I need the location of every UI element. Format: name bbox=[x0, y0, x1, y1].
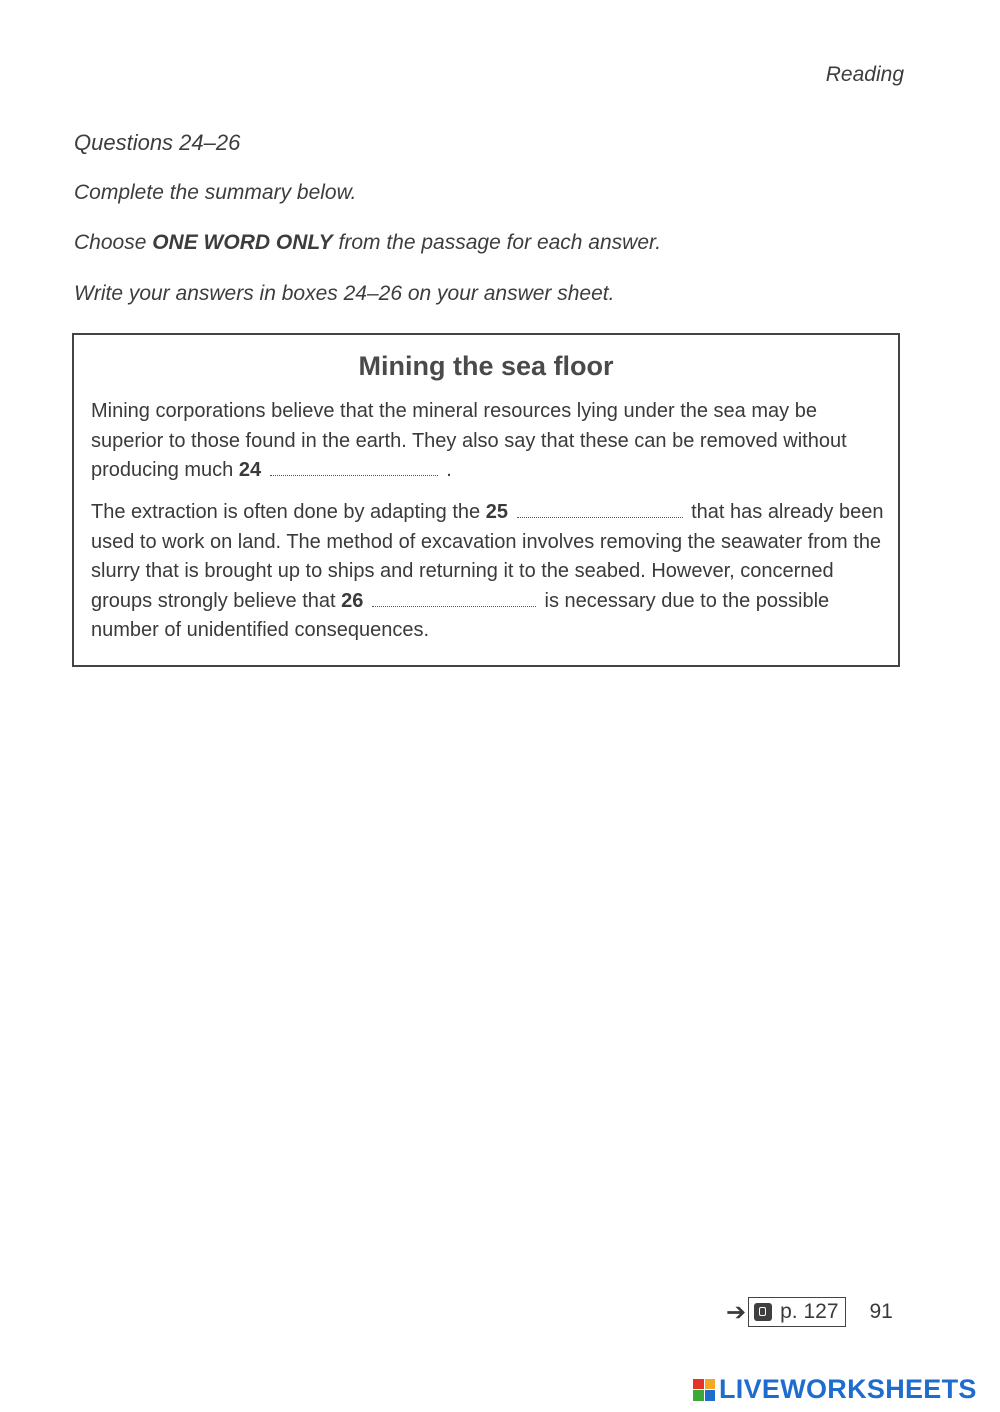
answer-key-reference[interactable] bbox=[748, 1297, 845, 1327]
paragraph-2-text-3: is necessary due to the possible number of unidentified consequences. bbox=[91, 589, 830, 641]
paragraph-1-text: Mining corporations believe that the mineral resources lying under the sea may be superior to those found in the earth. They also say that these can be removed without producing much bbox=[91, 400, 847, 481]
summary-box bbox=[72, 333, 900, 667]
instruction-choose-post: from the passage for each answer. bbox=[332, 231, 662, 254]
summary-paragraph-2 bbox=[91, 498, 891, 646]
paragraph-2-text-2: that has already been used to work on land. The method of excavation involves removing the seawater from the slurry that is brought up to ships and returning it to the seabed. However, concerned groups strongly believe that bbox=[91, 501, 884, 612]
page-number: 91 bbox=[869, 1300, 893, 1323]
instruction-choose-bold: ONE WORD ONLY bbox=[152, 231, 333, 254]
brand-name: LIVEWORKSHEETS bbox=[719, 1374, 977, 1404]
instruction-choose-pre: Choose bbox=[74, 231, 153, 254]
instruction-choose bbox=[74, 231, 661, 255]
liveworksheets-logo-icon bbox=[693, 1379, 715, 1401]
question-number-26: 26 bbox=[341, 589, 364, 612]
answer-gap-26[interactable] bbox=[372, 596, 536, 607]
question-number-25: 25 bbox=[485, 501, 508, 523]
question-number-24: 24 bbox=[238, 459, 262, 481]
instruction-write: Write your answers in boxes 24–26 on your answer sheet. bbox=[74, 282, 615, 305]
liveworksheets-logo bbox=[693, 1374, 977, 1405]
section-label: Reading bbox=[825, 63, 904, 86]
instruction-complete: Complete the summary below. bbox=[74, 181, 357, 204]
summary-paragraph-1 bbox=[91, 397, 891, 486]
reference-page: p. 127 bbox=[780, 1300, 839, 1323]
page-footer bbox=[726, 1297, 893, 1327]
answer-gap-24[interactable] bbox=[270, 465, 438, 476]
paragraph-2-text-1: The extraction is often done by adapting the bbox=[91, 501, 486, 523]
answer-gap-25[interactable] bbox=[517, 507, 683, 518]
questions-heading: Questions 24–26 bbox=[74, 130, 241, 155]
paragraph-1-end: . bbox=[446, 459, 452, 481]
summary-title: Mining the sea floor bbox=[358, 351, 614, 381]
book-icon bbox=[754, 1303, 772, 1321]
arrow-right-icon: ➔ bbox=[726, 1298, 747, 1326]
